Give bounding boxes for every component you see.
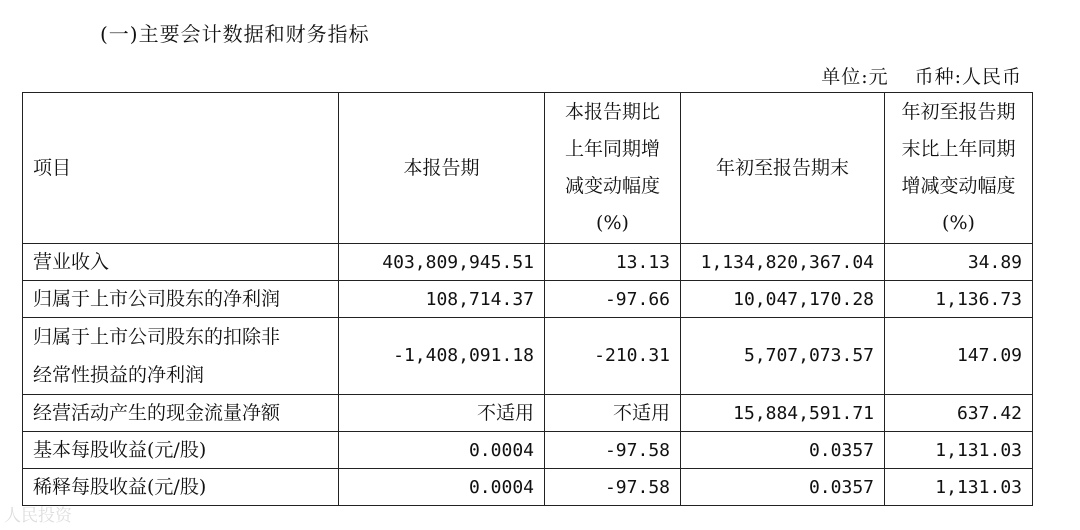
cell-ytd-change: 1,131.03 [885, 469, 1033, 506]
section-heading: (一)主要会计数据和财务指标 [100, 22, 370, 46]
cell-current: 0.0004 [339, 469, 545, 506]
cell-ytd: 0.0357 [681, 432, 885, 469]
cell-current-change: 13.13 [545, 244, 681, 281]
header-line: (%) [942, 212, 975, 234]
row-label-line: 经常性损益的净利润 [33, 364, 205, 386]
header-line: 减变动幅度 [564, 175, 660, 197]
cell-current-change: -97.58 [545, 469, 681, 506]
financial-indicators-table [22, 92, 1033, 506]
header-item: 项目 [23, 93, 339, 244]
row-label: 营业收入 [23, 244, 339, 281]
header-current-period: 本报告期 [339, 93, 545, 244]
cell-current-change: -97.66 [545, 281, 681, 318]
table-row [23, 244, 1033, 281]
table-row [23, 318, 1033, 395]
cell-current: 0.0004 [339, 432, 545, 469]
row-label [23, 318, 339, 395]
currency-label: 币种:人民币 [914, 66, 1022, 88]
row-label: 基本每股收益(元/股) [23, 432, 339, 469]
header-line: (%) [596, 212, 629, 234]
table-header-row [23, 93, 1033, 244]
unit-currency-line [821, 62, 1022, 89]
cell-current-change: 不适用 [545, 395, 681, 432]
cell-ytd: 15,884,591.71 [681, 395, 885, 432]
row-label-line: 归属于上市公司股东的扣除非 [33, 326, 281, 348]
header-ytd: 年初至报告期末 [681, 93, 885, 244]
header-line: 年初至报告期 [901, 101, 1016, 123]
cell-ytd: 0.0357 [681, 469, 885, 506]
header-current-change [545, 93, 681, 244]
cell-current-change: -210.31 [545, 318, 681, 395]
row-label: 归属于上市公司股东的净利润 [23, 281, 339, 318]
header-line: 增减变动幅度 [901, 175, 1016, 197]
table-row [23, 469, 1033, 506]
table-row [23, 432, 1033, 469]
header-line: 上年同期增 [564, 138, 660, 160]
header-line: 本报告期比 [564, 101, 660, 123]
cell-ytd-change: 34.89 [885, 244, 1033, 281]
header-ytd-change [885, 93, 1033, 244]
cell-current: 不适用 [339, 395, 545, 432]
cell-ytd-change: 147.09 [885, 318, 1033, 395]
cell-ytd-change: 1,131.03 [885, 432, 1033, 469]
cell-ytd-change: 637.42 [885, 395, 1033, 432]
unit-label: 单位:元 [821, 66, 889, 88]
row-label: 经营活动产生的现金流量净额 [23, 395, 339, 432]
cell-ytd: 1,134,820,367.04 [681, 244, 885, 281]
cell-ytd: 5,707,073.57 [681, 318, 885, 395]
cell-current: 108,714.37 [339, 281, 545, 318]
table-row [23, 395, 1033, 432]
row-label: 稀释每股收益(元/股) [23, 469, 339, 506]
watermark: 人民投资 [4, 506, 72, 526]
header-line: 末比上年同期 [901, 138, 1016, 160]
table-row [23, 281, 1033, 318]
cell-ytd-change: 1,136.73 [885, 281, 1033, 318]
cell-ytd: 10,047,170.28 [681, 281, 885, 318]
cell-current-change: -97.58 [545, 432, 681, 469]
cell-current: 403,809,945.51 [339, 244, 545, 281]
cell-current: -1,408,091.18 [339, 318, 545, 395]
